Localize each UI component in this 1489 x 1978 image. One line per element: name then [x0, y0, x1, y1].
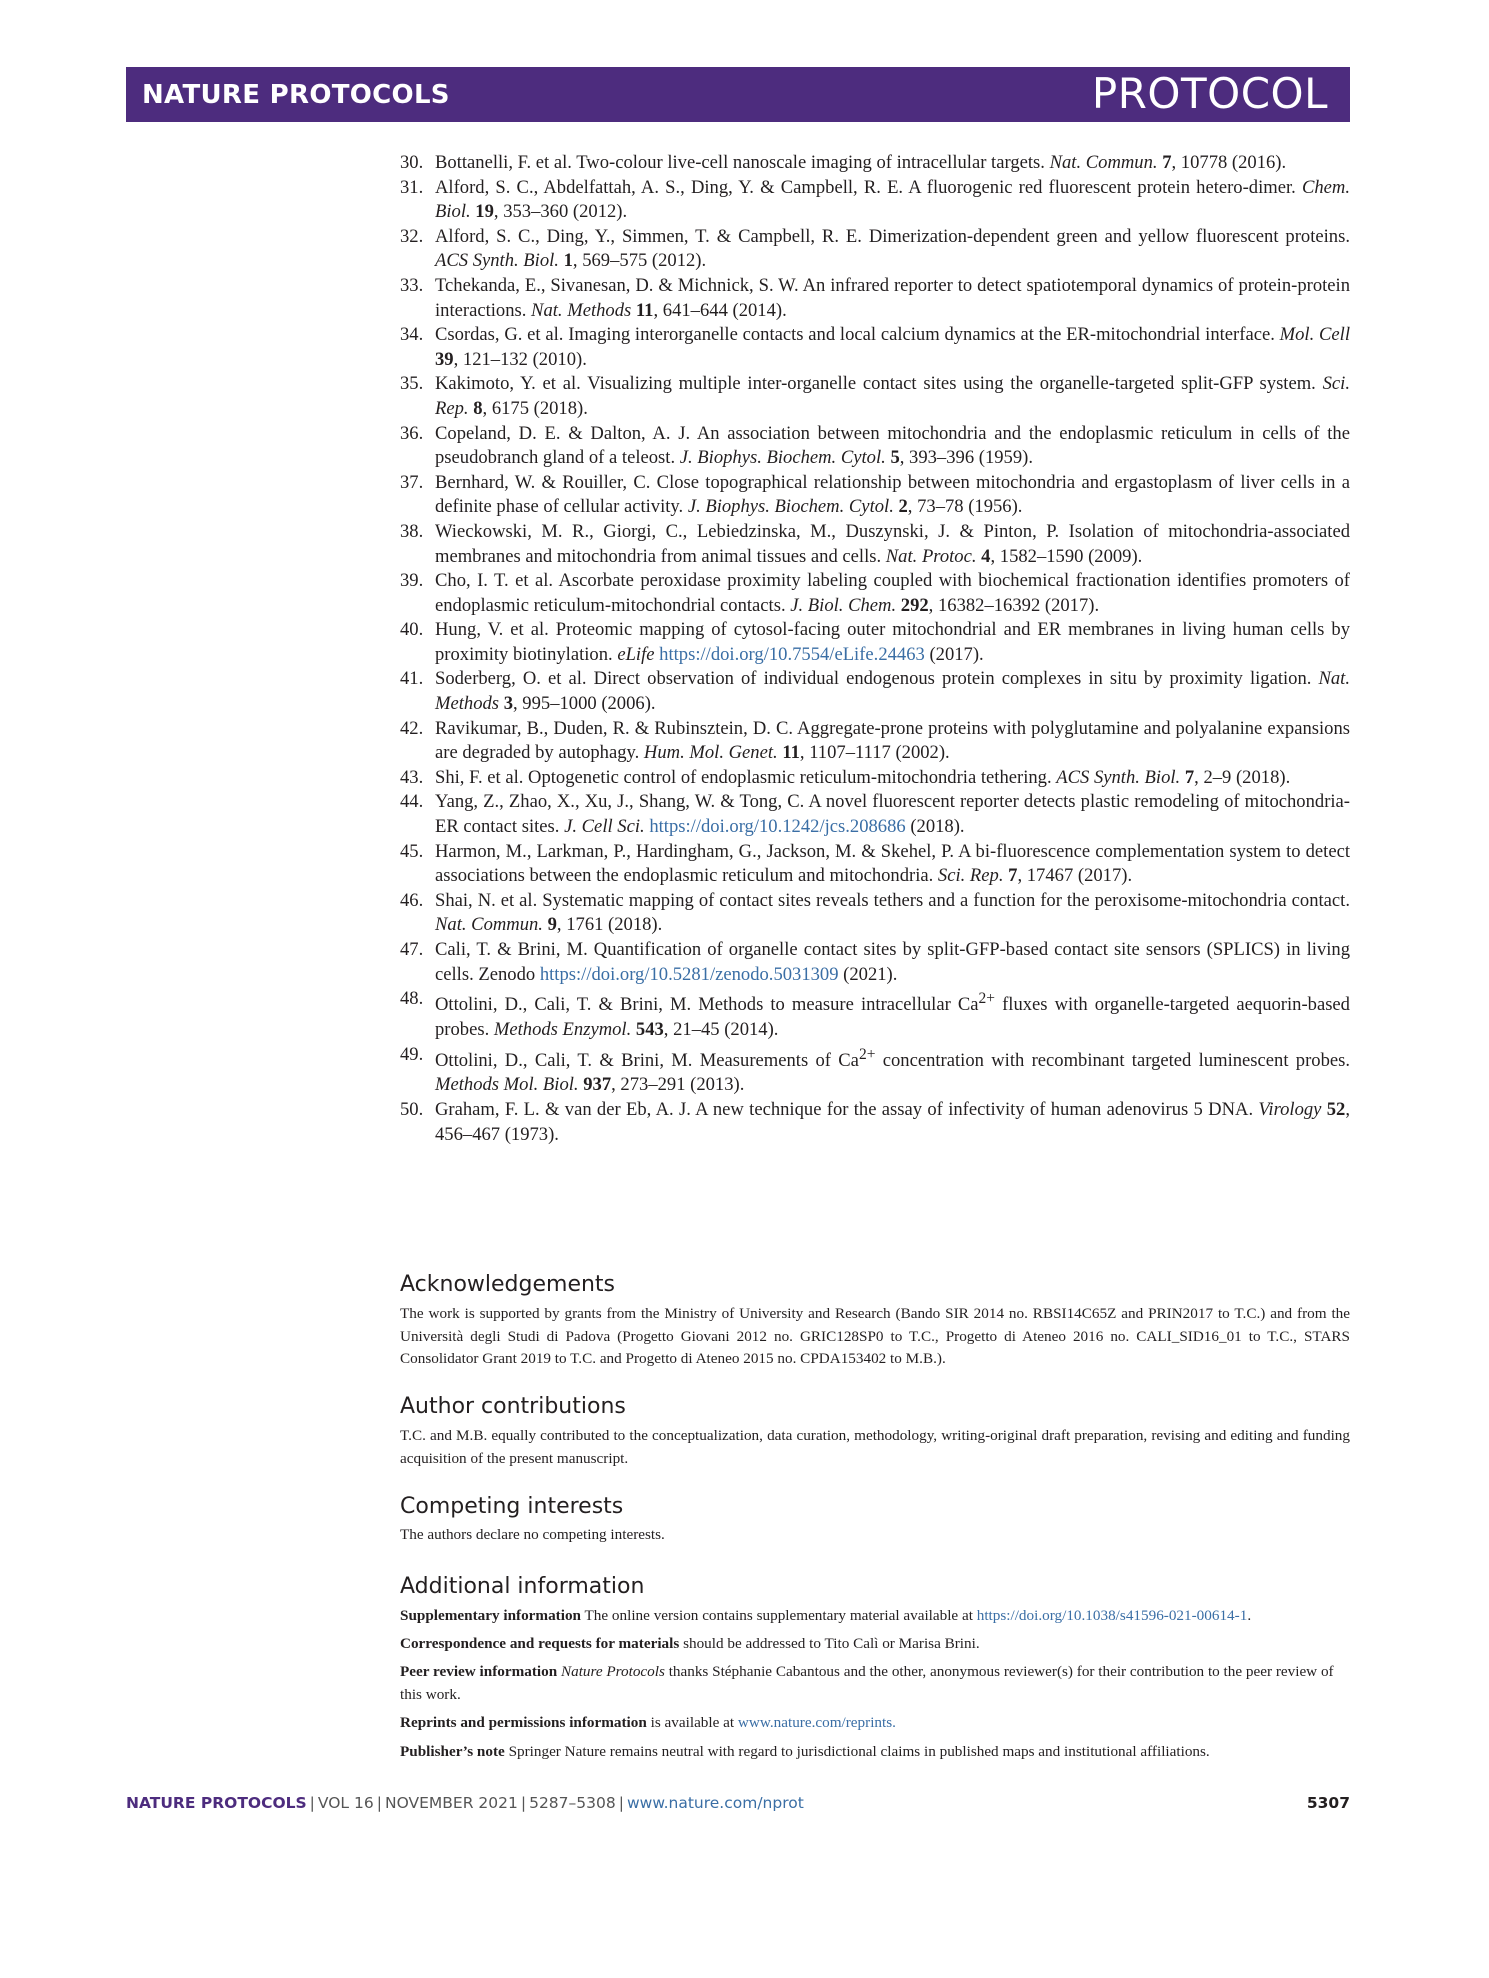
reference-doi-link[interactable]: https://doi.org/10.1242/jcs.208686: [649, 816, 906, 838]
reference-authors-title: Bottanelli, F. et al. Two-colour live-cell nanoscale imaging of intracellular targets.: [435, 152, 1050, 173]
reference-authors-title: Cali, T. & Brini, M. Quantification of organelle contact sites by split-GFP-based contact site sensors (SPLICS) in living cells. Zenodo: [435, 939, 1350, 985]
reference-authors-title: Shai, N. et al. Systematic mapping of contact sites reveals tethers and a function for the peroxisome-mitochondria contact.: [435, 889, 1350, 911]
reference-details: (2017).: [924, 643, 984, 665]
reference-text: [435, 766, 1350, 791]
reference-number: 38.: [400, 520, 424, 542]
reference-item: [400, 520, 1350, 569]
reference-doi-link[interactable]: https://doi.org/10.7554/eLife.24463: [659, 643, 925, 665]
reference-journal: J. Cell Sci.: [564, 816, 645, 838]
reference-journal: Chem. Biol.: [435, 176, 1350, 223]
reference-text: [435, 667, 1350, 716]
reference-journal: Nat. Methods: [531, 299, 632, 321]
reference-authors-title: Soderberg, O. et al. Direct observation of individual endogenous protein complexes in situ by proximity ligation.: [435, 668, 1319, 690]
footer-pages: 5287–5308: [529, 1794, 616, 1812]
reference-item: [400, 225, 1350, 274]
reference-number: 48.: [400, 988, 424, 1010]
reference-volume: 9: [547, 914, 557, 936]
reference-volume: 5: [890, 447, 900, 469]
reference-item: [400, 471, 1350, 520]
reference-details: , 641–644 (2014).: [653, 299, 787, 321]
reference-volume: 2: [898, 496, 908, 518]
reference-item: [400, 569, 1350, 618]
reference-title-continued: fluxes with organelle-targeted aequorin-based probes.: [435, 994, 1350, 1040]
reference-text: [435, 987, 1350, 1042]
reference-details: (2021).: [838, 963, 898, 985]
reference-authors-title: Ottolini, D., Cali, T. & Brini, M. Methods to measure intracellular Ca: [435, 994, 979, 1016]
reference-item: [400, 372, 1350, 421]
correspondence-text: should be addressed to Tito Calì or Marisa Brini.: [679, 1635, 980, 1652]
competing-interests-heading: Competing interests: [400, 1494, 624, 1519]
reference-details: , 1582–1590 (2009).: [990, 545, 1143, 567]
reference-journal: Nat. Commun.: [435, 914, 543, 936]
reference-number: 37.: [400, 471, 424, 493]
reference-volume: 543: [635, 1018, 664, 1040]
reference-item: [400, 987, 1350, 1042]
reference-item: [400, 176, 1350, 225]
reference-journal: Nat. Methods: [435, 668, 1350, 715]
reference-item: [400, 766, 1350, 791]
page-number: 5307: [1306, 1794, 1350, 1812]
footer-separator: |: [309, 1794, 315, 1812]
reference-authors-title: Yang, Z., Zhao, X., Xu, J., Shang, W. & Tong, C. A novel fluorescent reporter detects plastic remodeling of mitochondria-ER contact sites.: [435, 791, 1350, 838]
reference-item: [400, 1098, 1350, 1147]
reference-volume: 7: [1162, 152, 1172, 173]
footer-date: NOVEMBER 2021: [384, 1794, 518, 1812]
footer-separator: |: [618, 1794, 624, 1812]
reference-superscript: 2+: [978, 990, 996, 1008]
reference-authors-title: Ravikumar, B., Duden, R. & Rubinsztein, D. C. Aggregate-prone proteins with polyglutamine and polyalanine expansions are degraded by autophagy.: [435, 717, 1350, 764]
reference-details: (2018).: [905, 816, 965, 838]
peer-review-text: thanks Stéphanie Cabantous and the other, anonymous reviewer(s) for their contribution to the peer review of this work.: [400, 1663, 1334, 1703]
author-contributions-text: T.C. and M.B. equally contributed to the conceptualization, data curation, methodology, writing-original draft preparation, revising and editing and funding acquisition of the present manuscript.: [400, 1427, 1350, 1467]
reference-text: [435, 717, 1350, 766]
reference-number: 41.: [400, 668, 424, 690]
reference-item: [400, 889, 1350, 938]
reference-journal: Mol. Cell: [1279, 324, 1350, 346]
reference-number: 31.: [400, 176, 424, 198]
reference-volume: 52: [1326, 1098, 1346, 1120]
reference-text: [435, 840, 1350, 889]
reference-details: , 73–78 (1956).: [907, 496, 1023, 518]
footer-separator: |: [520, 1794, 527, 1812]
reference-journal: Virology: [1258, 1098, 1322, 1120]
reprints-label: Reprints and permissions information: [400, 1714, 647, 1731]
reprints-text: is available at: [646, 1714, 738, 1731]
reference-number: 39.: [400, 570, 424, 592]
reference-item: [400, 422, 1350, 471]
reference-journal: ACS Synth. Biol.: [1056, 766, 1181, 788]
competing-interests-text: The authors declare no competing interests.: [400, 1526, 665, 1543]
reference-number: 34.: [400, 324, 424, 346]
reference-journal: Hum. Mol. Genet.: [643, 742, 778, 764]
reference-authors-title: Bernhard, W. & Rouiller, C. Close topographical relationship between mitochondria and ergastoplasm of liver cells in a definite phase of cellular activity.: [435, 471, 1350, 518]
reference-number: 32.: [400, 225, 424, 247]
reference-authors-title: Tchekanda, E., Sivanesan, D. & Michnick, S. W. An infrared reporter to detect spatiotemporal dynamics of protein-protein interactions.: [435, 274, 1350, 321]
correspondence: [400, 1633, 1350, 1656]
reference-number: 47.: [400, 939, 424, 960]
reference-item: [400, 938, 1350, 987]
peer-review-information: [400, 1661, 1350, 1706]
reference-text: [435, 790, 1350, 839]
reference-authors-title: Alford, S. C., Ding, Y., Simmen, T. & Campbell, R. E. Dimerization-dependent green and yellow fluorescent proteins.: [435, 225, 1350, 247]
additional-information-heading: Additional information: [400, 1574, 645, 1599]
reference-text: [435, 1098, 1350, 1147]
reference-doi-link[interactable]: https://doi.org/10.5281/zenodo.5031309: [539, 963, 839, 985]
reference-item: [400, 1043, 1350, 1098]
supplementary-text: The online version contains supplementary material available at: [581, 1607, 977, 1624]
reference-volume: 11: [782, 742, 800, 764]
reprints-information: [400, 1712, 1350, 1735]
footer-url[interactable]: www.nature.com/nprot: [626, 1794, 804, 1812]
reference-volume: 292: [900, 594, 929, 616]
reference-number: 30.: [400, 152, 424, 173]
reference-volume: 937: [583, 1074, 612, 1096]
reference-authors-title: Copeland, D. E. & Dalton, A. J. An association between mitochondria and the endoplasmic reticulum in cells of the pseudobranch gland of a teleost.: [435, 422, 1350, 469]
footer-journal: NATURE PROTOCOLS: [126, 1794, 307, 1812]
supplementary-information: [400, 1605, 1350, 1628]
reference-authors-title: Shi, F. et al. Optogenetic control of endoplasmic reticulum-mitochondria tethering.: [435, 766, 1057, 788]
publishers-note: [400, 1741, 1350, 1764]
reference-authors-title: Hung, V. et al. Proteomic mapping of cytosol-facing outer mitochondrial and ER membranes in living human cells by proximity biotinylation.: [435, 619, 1350, 665]
reference-item: [400, 790, 1350, 839]
reference-journal: Sci. Rep.: [937, 865, 1004, 887]
reference-journal: Methods Mol. Biol.: [435, 1074, 579, 1096]
reference-authors-title: Kakimoto, Y. et al. Visualizing multiple inter-organelle contact sites using the organelle-targeted split-GFP system.: [435, 373, 1323, 395]
publisher-label: Publisher’s note: [400, 1743, 505, 1760]
reference-details: , 569–575 (2012).: [572, 250, 707, 272]
reference-volume: 1: [563, 250, 573, 272]
reference-authors-title: Cho, I. T. et al. Ascorbate peroxidase proximity labeling coupled with biochemical fractionation identifies promoters of endoplasmic reticulum-mitochondrial contacts.: [435, 570, 1350, 616]
reference-details: , 995–1000 (2006).: [513, 693, 656, 715]
reference-authors-title: Wieckowski, M. R., Giorgi, C., Lebiedzinska, M., Duszynski, J. & Pinton, P. Isolation of mitochondria-associated membranes and mitochondria from animal tissues and cells.: [435, 520, 1350, 567]
reference-details: , 121–132 (2010).: [453, 348, 587, 370]
reference-item: [400, 323, 1350, 372]
reference-volume: 3: [503, 693, 513, 715]
reference-authors-title: Csordas, G. et al. Imaging interorganelle contacts and local calcium dynamics at the ER-mitochondrial interface.: [435, 324, 1280, 346]
reference-text: [435, 372, 1350, 421]
peer-review-label: Peer review information: [400, 1663, 558, 1680]
reference-text: [435, 471, 1350, 520]
reference-text: [435, 569, 1350, 618]
reference-item: [400, 274, 1350, 323]
footer-separator: |: [376, 1794, 382, 1812]
reference-number: 43.: [400, 766, 424, 788]
reference-details: , 2–9 (2018).: [1194, 766, 1291, 788]
peer-review-journal: Nature Protocols: [560, 1663, 665, 1680]
reference-details: , 21–45 (2014).: [663, 1018, 779, 1040]
reprints-link[interactable]: www.nature.com/reprints.: [737, 1714, 896, 1731]
reference-number: 33.: [400, 274, 424, 296]
reference-text: [435, 938, 1350, 987]
reference-details: , 1761 (2018).: [556, 914, 663, 936]
reference-number: 50.: [400, 1098, 424, 1120]
reference-volume: 7: [1184, 766, 1195, 788]
reference-number: 36.: [400, 422, 424, 444]
reference-volume: 8: [473, 397, 483, 419]
reference-text: [435, 225, 1350, 274]
reference-item: [400, 151, 1350, 176]
reference-details: , 456–467 (1973).: [435, 1098, 1350, 1145]
reference-text: [435, 274, 1350, 323]
reference-volume: 11: [635, 299, 654, 321]
reference-number: 42.: [400, 717, 424, 739]
reference-item: [400, 667, 1350, 716]
reference-title-continued: concentration with recombinant targeted luminescent probes.: [875, 1049, 1351, 1071]
reference-number: 35.: [400, 373, 424, 395]
reference-item: [400, 717, 1350, 766]
reference-number: 40.: [400, 619, 424, 641]
reference-text: [435, 422, 1350, 471]
reference-volume: 19: [475, 201, 494, 223]
reference-text: [435, 151, 1350, 176]
correspondence-label: Correspondence and requests for materials: [400, 1635, 680, 1652]
journal-name: NATURE PROTOCOLS: [142, 80, 450, 110]
reference-text: [435, 1043, 1350, 1098]
reference-volume: 7: [1008, 865, 1018, 887]
footer-volume: VOL 16: [317, 1794, 374, 1812]
reference-item: [400, 840, 1350, 889]
reference-journal: Sci. Rep.: [435, 373, 1350, 419]
reference-volume: 39: [435, 348, 454, 370]
supplementary-label: Supplementary information: [400, 1607, 581, 1624]
article-type: PROTOCOL: [1091, 69, 1328, 118]
reference-journal: Nat. Commun.: [1049, 152, 1158, 173]
reference-text: [435, 889, 1350, 938]
reference-list: [400, 151, 1350, 1147]
reference-details: , 16382–16392 (2017).: [928, 594, 1100, 616]
reference-details: , 1107–1117 (2002).: [799, 742, 950, 764]
acknowledgements-text: The work is supported by grants from the Ministry of University and Research (Bando SIR 2014 no. RBSI14C65Z and PRIN2017 to T.C.) and from the Università degli Studi di Padova (Progetto Giovani 2012 no. GRIC128SP0 to T.C., Progetto di Ateneo 2016 no. CALI_SID16_01 to T.C., STARS Consolidator Grant 2019 to T.C. and Progetto di Ateneo 2015 no. CPDA153402 to M.B.).: [400, 1305, 1350, 1367]
reference-number: 45.: [400, 840, 424, 862]
supplementary-link[interactable]: https://doi.org/10.1038/s41596-021-00614-1: [976, 1607, 1248, 1624]
reference-text: [435, 176, 1350, 225]
reference-item: [400, 618, 1350, 667]
reference-authors-title: Graham, F. L. & van der Eb, A. J. A new technique for the assay of infectivity of human adenovirus 5 DNA.: [435, 1098, 1259, 1120]
reference-text: [435, 323, 1350, 372]
reference-text: [435, 618, 1350, 667]
reference-details: , 273–291 (2013).: [611, 1074, 745, 1096]
reference-journal: ACS Synth. Biol.: [435, 250, 559, 272]
reference-authors-title: Harmon, M., Larkman, P., Hardingham, G., Jackson, M. & Skehel, P. A bi-fluorescence complementation system to detect associations between the endoplasmic reticulum and mitochondria.: [435, 840, 1350, 887]
reference-journal: eLife: [617, 643, 655, 665]
reference-details: , 353–360 (2012).: [493, 201, 628, 223]
reference-details: , 393–396 (1959).: [899, 447, 1033, 469]
reference-journal: Methods Enzymol.: [493, 1018, 632, 1040]
reference-authors-title: Alford, S. C., Abdelfattah, A. S., Ding, Y. & Campbell, R. E. A fluorogenic red fluorescent protein hetero-dimer.: [435, 176, 1302, 198]
supplementary-end: .: [1247, 1607, 1252, 1624]
reference-details: , 17467 (2017).: [1017, 865, 1133, 887]
reference-journal: Nat. Protoc.: [885, 545, 977, 567]
reference-number: 49.: [400, 1043, 424, 1065]
page-footer: [126, 1794, 1350, 1812]
reference-number: 44.: [400, 791, 424, 813]
reference-volume: 4: [981, 545, 991, 567]
reference-journal: J. Biophys. Biochem. Cytol.: [687, 496, 894, 518]
reference-text: [435, 520, 1350, 569]
reference-journal: J. Biophys. Biochem. Cytol.: [679, 447, 886, 469]
publisher-text: Springer Nature remains neutral with regard to jurisdictional claims in published maps and institutional affiliations.: [504, 1743, 1210, 1760]
author-contributions-heading: Author contributions: [400, 1394, 626, 1419]
acknowledgements-heading: Acknowledgements: [400, 1272, 616, 1297]
reference-number: 46.: [400, 889, 424, 911]
journal-header-bar: [126, 67, 1350, 122]
reference-superscript: 2+: [858, 1045, 876, 1063]
reference-details: , 10778 (2016).: [1171, 152, 1287, 173]
reference-journal: J. Biol. Chem.: [790, 594, 897, 616]
reference-details: , 6175 (2018).: [482, 397, 588, 419]
reference-authors-title: Ottolini, D., Cali, T. & Brini, M. Measurements of Ca: [435, 1049, 859, 1071]
